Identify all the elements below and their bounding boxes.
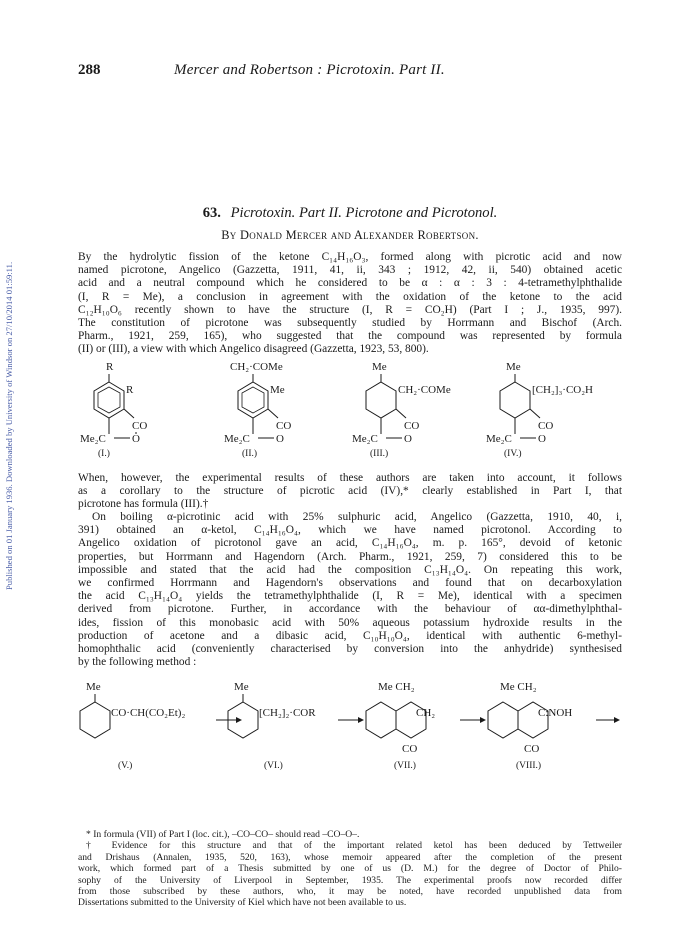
structure-IV [486,361,593,459]
article-title [78,205,622,222]
page-number: 288 [78,62,101,78]
struct-side-label: [CH₂]₂·COR [259,707,316,719]
footnote-line: Dissertations submitted to the University of Kiel which have not been available to us. [78,897,407,909]
text-line: (I, R = Me), a conclusion in agreement with the oxidation of the ketone to the acid [78,290,622,303]
article-number: 63. [202,205,221,221]
footnote-line: from those subscribed by these authors, who, it may be noted, have recorded unpublished data from [78,886,622,898]
arrow [460,717,486,723]
struct-co-label: CO [402,743,418,755]
struct-co-label: CO [276,420,292,432]
paragraph-1 [78,251,622,357]
article-title-text: Picrotoxin. Part II. Picrotone and Picrotonol. [230,205,498,221]
struct-top-label: Me [234,681,249,693]
struct-number-label: (IV.) [504,449,522,459]
structure-VII [366,681,435,771]
structure-I [80,361,147,459]
struct-base-label: Me₂C [352,433,378,445]
paragraph-3 [78,511,622,669]
arrow [596,717,620,723]
struct-co-label: CO [132,420,148,432]
text-line: acid and a neutral compound which he considered to be α : α : 3 : 4-tetramethylphthalide [78,277,622,290]
struct-side-label: CO·CH(CO₂Et)₂ [111,707,186,719]
struct-number-label: (I.) [98,449,110,459]
text-line: Pharm., 1921, 259, 165), who suggested that the compound was represented by formula [78,330,622,343]
struct-o-label: O [132,433,140,445]
struct-top-label: Me CH₂ [500,681,537,693]
text-line: When, however, the experimental results of these authors are taken into account, it follows [78,472,622,484]
text-line: On boiling α-picrotinic acid with 25% sulphuric acid, Angelico (Gazzetta, 1910, 40, i, [92,511,622,523]
struct-number-label: (III.) [370,449,389,459]
text-line: picrotone has formula (III).† [78,498,209,511]
struct-o-label: O [276,433,284,445]
text-line: as a corollary to the structure of picrotic acid (IV),* clearly established in Part I, that [78,485,622,498]
struct-side-label: CH₂ [416,707,436,719]
struct-o-label: O [404,433,412,445]
structure-V [80,681,185,771]
text-line: C₁₂H₁₀O₆ recently shown to have the structure (I, R = CO₂H) (Part I ; J., 1935, 997). [78,303,622,316]
text-line: The constitution of picrotone was subsequently studied by Horrmann and Bischof (Arch. [78,317,622,330]
text-line: derived from picrotone. Further, in accordance with the behaviour of αα-dimethylphthal- [78,603,622,616]
paragraph-2 [78,472,622,512]
running-head [78,62,622,79]
running-title: Mercer and Robertson : Picrotoxin. Part II. [174,62,445,78]
text-line: ides, fission of this monobasic acid with 50% aqueous potassium hydroxide results in the [78,616,622,629]
struct-number-label: (VII.) [394,761,416,771]
download-notice: Published on 01 January 1936. Downloaded by University of Windsor on 27/10/2014 01:59:11. [4,261,14,590]
struct-number-label: (VI.) [264,761,283,771]
struct-side-label: R [126,384,134,396]
struct-number-label: (VIII.) [516,761,542,771]
footnote-line: sophy of the University of Liverpool in September, 1935. The experimental proofs now recorded differ [78,874,622,886]
footnote: * In formula (VII) of Part I (loc. cit.), –CO–CO– should read –CO–O–. [86,829,360,840]
struct-base-label: Me₂C [80,433,106,445]
struct-top-label: R [106,361,114,373]
structure-II [224,361,291,459]
struct-side-label: [CH₂]₃·CO₂H [532,384,593,396]
struct-side-label: Me [270,384,285,396]
byline: By Donald Mercer and Alexander Robertson. [221,228,479,242]
structures-bottom [78,678,622,798]
struct-top-label: Me CH₂ [378,681,415,693]
structure-VIII [488,681,572,771]
text-line: by the following method : [78,656,197,669]
struct-top-label: Me [86,681,101,693]
struct-co-label: CO [524,743,540,755]
text-line: we confirmed Horrmann and Hagendorn's observations and found that on decarboxylation [78,577,622,590]
text-line: production of acetone and a dibasic acid, C₁₀H₁₀O₄, identical with authentic 6-methyl- [78,629,622,642]
text-line: impossible and stated that the acid had the composition C₁₃H₁₄O₄. On repeating this work, [78,563,622,576]
structures-top [78,356,622,474]
footnote-line: work, which formed part of a Thesis submitted by one of us (D. M.) for the degree of Doctor of Philo- [78,863,622,875]
structure-III [352,361,451,459]
struct-number-label: (V.) [118,761,133,771]
struct-side-label: CH₂·COMe [398,384,451,396]
text-line: properties, but Horrmann and Hagendorn (Arch. Pharm., 1921, 259, 7) considered this to be [78,550,622,563]
struct-co-label: CO [404,420,420,432]
text-line: Angelico oxidation of picrotonol gave an acid, C₁₄H₁₆O₄, m. p. 165°, devoid of ketonic [78,537,622,550]
text-line: homophthalic acid (conveniently characterised by conversion into the anhydride) synthesised [78,643,622,656]
struct-top-label: Me [372,361,387,373]
text-line: By the hydrolytic fission of the ketone C₁₄H₁₆O₃, formed along with picrotic acid and now [78,251,622,263]
arrow [216,717,242,723]
structure-VI [228,681,316,771]
struct-base-label: Me₂C [486,433,512,445]
struct-top-label: Me [506,361,521,373]
struct-side-label: C:NOH [538,707,573,719]
struct-co-label: CO [538,420,554,432]
text-line: the acid C₁₃H₁₄O₄ yields the tetramethylphthalide (I, R = Me), identical with a specimen [78,590,622,603]
text-line: named picrotone, Angelico (Gazzetta, 1911, 41, ii, 343 ; 1912, 42, ii, 540) obtained acetic [78,264,622,277]
struct-o-label: O [538,433,546,445]
arrow [338,717,364,723]
text-line: (II) or (III), a view with which Angelico disagreed (Gazzetta, 1923, 53, 800). [78,343,429,356]
struct-base-label: Me₂C [224,433,250,445]
struct-number-label: (II.) [242,449,258,459]
footnote-line: and Drishaus (Annalen, 1935, 520, 163), whose memoir appeared after the completion of the present [78,851,622,863]
footnote-line: † Evidence for this structure and that of the important related ketol has been deduced by Tettweiler [86,840,622,852]
struct-top-label: CH₂·COMe [230,361,283,373]
footnotes [78,829,622,909]
text-line: 391) obtained an α-ketol, C₁₄H₁₆O₄, which we have named picrotonol. According to [78,524,622,537]
